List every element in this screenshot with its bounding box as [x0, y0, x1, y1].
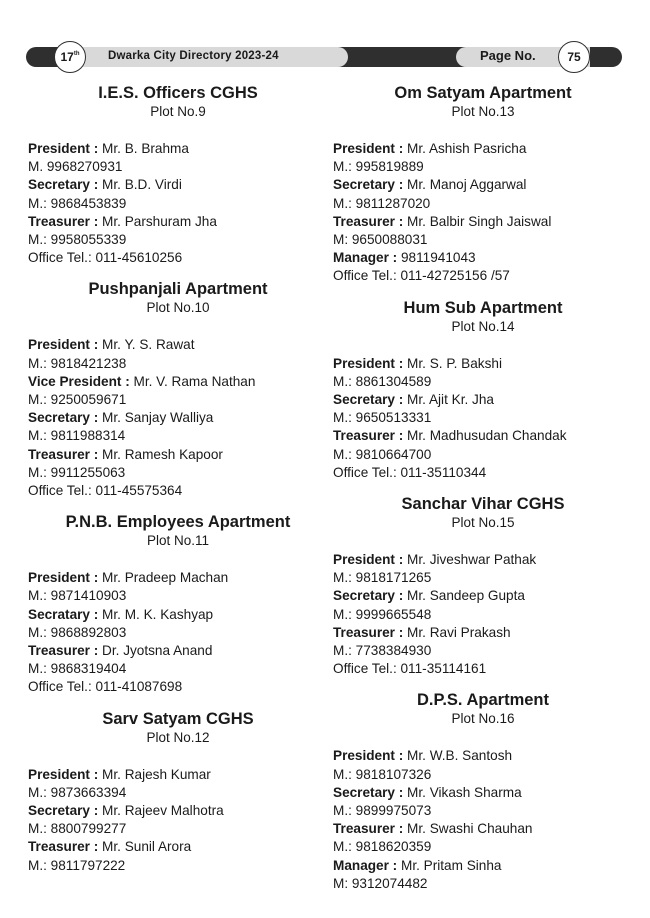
directory-title: Dwarka City Directory 2023-24: [108, 50, 279, 62]
contact-line: [28, 587, 328, 605]
contact-line: [28, 606, 328, 624]
role-label: Treasurer :: [28, 213, 99, 229]
contact-text: M.: 9818107326: [333, 766, 432, 782]
contact-line: [28, 482, 328, 500]
contact-line: [28, 784, 328, 802]
contact-line: [333, 158, 633, 176]
society-name: Sanchar Vihar CGHS: [401, 495, 565, 514]
contact-line: [333, 140, 633, 158]
page-header: [26, 41, 622, 73]
contact-line: [333, 624, 633, 642]
contact-text: Mr. Vikash Sharma: [403, 784, 522, 800]
contact-text: Office Tel.: 011-45610256: [28, 250, 183, 266]
role-label: President :: [28, 337, 99, 353]
contact-text: Mr. M. K. Kashyap: [98, 606, 214, 622]
society-entry: [333, 298, 633, 482]
role-label: Treasurer :: [28, 839, 99, 855]
contact-line: [28, 678, 328, 696]
contact-text: Mr. V. Rama Nathan: [129, 373, 256, 389]
role-label: President :: [333, 355, 404, 371]
contact-text: Mr. Sandeep Gupta: [403, 588, 525, 604]
plot-number: Plot No.15: [451, 515, 515, 531]
role-label: Vice President :: [28, 373, 130, 389]
contact-line: [333, 355, 633, 373]
plot-number: Plot No.11: [146, 533, 210, 549]
contact-text: Mr. Rajesh Kumar: [98, 766, 211, 782]
contact-text: Mr. Ajit Kr. Jha: [403, 392, 494, 408]
contact-line: [333, 176, 633, 194]
contact-line: [28, 213, 328, 231]
role-label: President :: [28, 141, 99, 156]
plot-number: Plot No.12: [146, 729, 210, 745]
contact-text: M.: 9650513331: [333, 410, 432, 426]
contact-text: Office Tel.: 011-45575364: [28, 483, 183, 499]
role-label: Secretary :: [28, 410, 99, 426]
contact-text: M.: 9868319404: [28, 661, 127, 677]
contact-line: [333, 838, 633, 856]
society-name: Sarv Satyam CGHS: [102, 709, 254, 728]
contact-text: Dr. Jyotsna Anand: [98, 643, 213, 659]
contact-line: [28, 176, 328, 194]
role-label: Treasurer :: [333, 821, 404, 837]
contact-line: [28, 464, 328, 482]
contact-line: [28, 820, 328, 838]
contact-line: [333, 195, 633, 213]
contact-text: M.: 7738384930: [333, 643, 432, 659]
role-label: President :: [28, 766, 99, 782]
role-label: President :: [333, 748, 404, 764]
contact-text: Office Tel.: 011-35114161: [333, 661, 487, 677]
contact-text: M. 9968270931: [28, 159, 123, 175]
role-label: President :: [333, 141, 404, 156]
contact-text: Mr. Sanjay Walliya: [98, 410, 214, 426]
contact-text: M.: 9868453839: [28, 195, 127, 211]
role-label: President :: [28, 570, 99, 586]
contact-line: [333, 249, 633, 267]
contact-text: M.: 995819889: [333, 159, 424, 175]
contact-line: [28, 857, 328, 875]
contact-text: Mr. Parshuram Jha: [98, 213, 217, 229]
society-entry: [333, 690, 633, 893]
contact-line: [28, 624, 328, 642]
right-column: [333, 83, 633, 905]
contact-line: [333, 267, 633, 285]
contact-line: [333, 587, 633, 605]
role-label: Secretary :: [333, 588, 404, 604]
contact-text: Mr. Swashi Chauhan: [403, 821, 533, 837]
plot-number: Plot No.13: [451, 104, 515, 119]
role-label: President :: [333, 552, 404, 568]
society-name: Pushpanjali Apartment: [88, 280, 268, 299]
society-entry: [28, 512, 328, 696]
contact-text: M.: 9999665548: [333, 606, 432, 622]
contact-text: M.: 8861304589: [333, 373, 432, 389]
contact-text: M.: 9899975073: [333, 803, 432, 819]
contact-text: Mr. Jiveshwar Pathak: [403, 552, 537, 568]
contact-line: [28, 766, 328, 784]
left-column: [28, 83, 328, 887]
role-label: Secretary :: [28, 803, 99, 819]
contact-line: [333, 747, 633, 765]
contact-text: M.: 9818421238: [28, 355, 127, 371]
contact-line: [28, 355, 328, 373]
contact-line: [28, 660, 328, 678]
contact-text: M.: 9818171265: [333, 570, 432, 586]
contact-text: Mr. Ramesh Kapoor: [98, 446, 223, 462]
contact-line: [333, 373, 633, 391]
page-number-badge: [558, 41, 590, 73]
society-name: Om Satyam Apartment: [394, 84, 572, 102]
contact-line: [28, 249, 328, 267]
contact-line: [28, 336, 328, 354]
role-label: Secretary :: [28, 177, 99, 193]
contact-text: Mr. B.D. Virdi: [98, 177, 182, 193]
contact-text: Mr. Sunil Arora: [98, 839, 192, 855]
contact-line: [333, 231, 633, 249]
contact-text: M: 9312074482: [333, 875, 428, 891]
edition-badge: [54, 41, 86, 73]
contact-line: [333, 213, 633, 231]
contact-text: Office Tel.: 011-41087698: [28, 679, 183, 695]
contact-text: M.: 9871410903: [28, 588, 127, 604]
contact-line: [333, 427, 633, 445]
contact-line: [28, 231, 328, 249]
contact-line: [333, 551, 633, 569]
role-label: Manager :: [333, 250, 398, 266]
contact-line: [28, 373, 328, 391]
edition-number: 17: [60, 50, 74, 64]
role-label: Secretary :: [333, 177, 404, 193]
contact-text: M.: 9250059671: [28, 392, 127, 408]
contact-line: [333, 660, 633, 678]
contact-line: [333, 606, 633, 624]
contact-text: M.: 9818620359: [333, 839, 432, 855]
contact-text: M.: 9811797222: [28, 857, 126, 873]
contact-line: [28, 642, 328, 660]
contact-line: [28, 409, 328, 427]
role-label: Treasurer :: [28, 446, 99, 462]
role-label: Treasurer :: [333, 213, 404, 229]
contact-text: Mr. Manoj Aggarwal: [403, 177, 527, 193]
contact-line: [28, 838, 328, 856]
contact-line: [333, 642, 633, 660]
contact-line: [333, 569, 633, 587]
contact-line: [333, 802, 633, 820]
contact-line: [28, 140, 328, 158]
contact-line: [333, 464, 633, 482]
contact-line: [333, 766, 633, 784]
role-label: Treasurer :: [333, 624, 404, 640]
contact-text: M.: 9810664700: [333, 446, 432, 462]
society-name: D.P.S. Apartment: [416, 691, 550, 710]
society-name: Hum Sub Apartment: [403, 298, 563, 317]
contact-text: Mr. Pritam Sinha: [397, 857, 502, 873]
contact-text: Mr. Rajeev Malhotra: [98, 803, 224, 819]
contact-line: [28, 427, 328, 445]
contact-line: [333, 446, 633, 464]
contact-text: M.: 9811287020: [333, 195, 431, 211]
contact-text: Mr. Pradeep Machan: [98, 570, 229, 586]
plot-number: Plot No.9: [150, 104, 206, 119]
contact-line: [28, 802, 328, 820]
contact-line: [333, 391, 633, 409]
contact-line: [333, 857, 633, 875]
page-label: Page No.: [480, 48, 536, 63]
society-entry: [28, 709, 328, 875]
society-entry: [28, 83, 328, 267]
contact-text: M.: 9811988314: [28, 428, 126, 444]
contact-text: Mr. B. Brahma: [98, 141, 189, 156]
contact-text: M.: 9911255063: [28, 464, 126, 480]
contact-text: M.: 9868892803: [28, 624, 127, 640]
contact-text: Mr. Ashish Pasricha: [403, 141, 527, 156]
role-label: Secretary :: [333, 392, 404, 408]
plot-number: Plot No.10: [146, 300, 210, 316]
contact-line: [333, 820, 633, 838]
contact-line: [28, 446, 328, 464]
edition-suffix: th: [73, 51, 80, 57]
contact-text: Office Tel.: 011-42725156 /57: [333, 268, 510, 284]
contact-line: [28, 569, 328, 587]
role-label: Treasurer :: [28, 643, 99, 659]
contact-text: M.: 9873663394: [28, 784, 127, 800]
contact-text: Mr. Y. S. Rawat: [98, 337, 195, 353]
role-label: Manager :: [333, 857, 398, 873]
contact-text: Mr. W.B. Santosh: [403, 748, 513, 764]
contact-text: M: 9650088031: [333, 232, 428, 248]
contact-text: Mr. Ravi Prakash: [403, 624, 511, 640]
role-label: Treasurer :: [333, 428, 404, 444]
contact-text: Mr. S. P. Bakshi: [403, 355, 502, 371]
society-entry: [28, 279, 328, 500]
contact-text: 9811941043: [397, 250, 476, 266]
plot-number: Plot No.14: [451, 318, 515, 334]
contact-line: [28, 391, 328, 409]
contact-line: [28, 158, 328, 176]
contact-line: [333, 409, 633, 427]
contact-text: Office Tel.: 011-35110344: [333, 464, 487, 480]
contact-text: M.: 8800799277: [28, 821, 127, 837]
contact-text: Mr. Madhusudan Chandak: [403, 428, 567, 444]
role-label: Secretary :: [333, 784, 404, 800]
contact-text: Mr. Balbir Singh Jaiswal: [403, 213, 552, 229]
page-number: 75: [567, 50, 581, 64]
plot-number: Plot No.16: [451, 711, 515, 727]
society-name: P.N.B. Employees Apartment: [65, 513, 291, 532]
role-label: Secratary :: [28, 606, 99, 622]
contact-line: [333, 784, 633, 802]
society-name: I.E.S. Officers CGHS: [98, 84, 258, 102]
society-entry: [333, 494, 633, 678]
contact-line: [333, 875, 633, 893]
contact-line: [28, 195, 328, 213]
society-entry: [333, 83, 633, 286]
contact-text: M.: 9958055339: [28, 232, 127, 248]
